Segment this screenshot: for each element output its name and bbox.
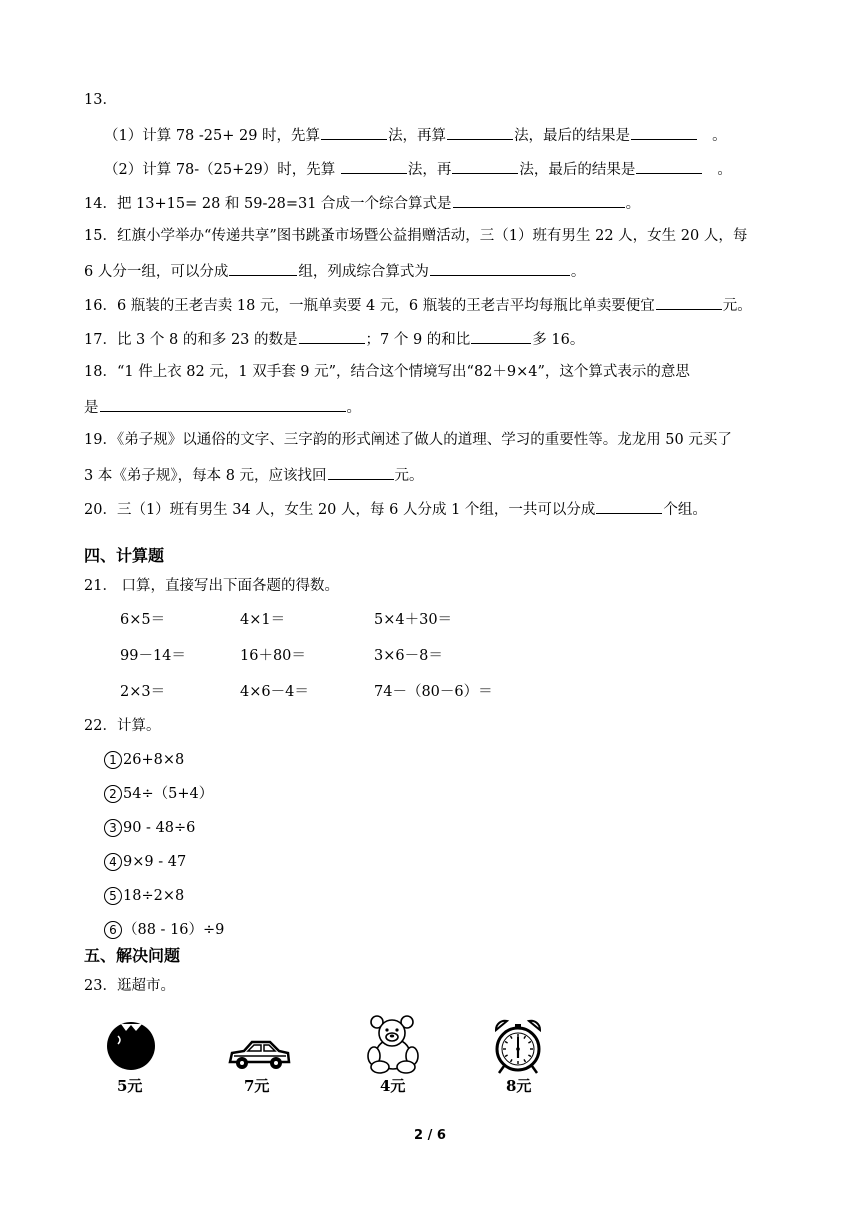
- answer-blank[interactable]: [452, 158, 518, 174]
- answer-blank[interactable]: [596, 498, 662, 514]
- answer-blank[interactable]: [631, 124, 697, 140]
- question-18-line-2: 是 。: [84, 396, 361, 418]
- question-17: 17．比 3 个 8 的和多 23 的数是 ；7 个 9 的和比 多 16。: [84, 328, 584, 350]
- mental-math-item: 99－14＝: [120, 648, 186, 664]
- question-13-number: 13．: [84, 92, 117, 108]
- mental-math-item: 2×3＝: [120, 684, 166, 700]
- page-number: 2 / 6: [414, 1128, 446, 1143]
- answer-blank[interactable]: [656, 294, 722, 310]
- question-13-part-1: （1）计算 78 -25+ 29 时，先算 法，再算 法，最后的结果是 。: [104, 124, 727, 146]
- circled-number: 6: [104, 921, 122, 939]
- question-15-line-2: 6 人分一组，可以分成 组，列成综合算式为 。: [84, 260, 585, 282]
- mental-math-item: 4×1＝: [240, 612, 286, 628]
- answer-blank[interactable]: [229, 260, 297, 276]
- question-23-stem: 23．逛超市。: [84, 978, 175, 994]
- section-4-title: 四、计算题: [84, 546, 165, 565]
- answer-blank[interactable]: [341, 158, 407, 174]
- answer-blank[interactable]: [100, 396, 346, 412]
- mental-math-item: 16＋80＝: [240, 648, 306, 664]
- calc-item: 2 54÷（5+4）: [104, 784, 213, 804]
- question-14: 14．把 13+15= 28 和 59-28=31 合成一个综合算式是 。: [84, 192, 640, 214]
- answer-blank[interactable]: [447, 124, 513, 140]
- circled-number: 1: [104, 751, 122, 769]
- question-22-stem: 22．计算。: [84, 718, 161, 734]
- alarm-clock-icon: [490, 1016, 546, 1076]
- answer-blank[interactable]: [430, 260, 570, 276]
- answer-blank[interactable]: [636, 158, 702, 174]
- mental-math-item: 74－（80－6）＝: [374, 684, 493, 700]
- calc-item: 5 18÷2×8: [104, 886, 184, 906]
- calc-item: 3 90 ‐ 48÷6: [104, 818, 195, 838]
- price-label: 7元: [244, 1077, 270, 1095]
- calc-item: 4 9×9 ‐ 47: [104, 852, 186, 872]
- section-5-title: 五、解决问题: [84, 946, 181, 965]
- question-13-part-2: （2）计算 78-（25+29）时，先算 法，再 法，最后的结果是 。: [104, 158, 732, 180]
- price-label: 4元: [380, 1077, 406, 1095]
- question-21-stem: 21． 口算，直接写出下面各题的得数。: [84, 578, 340, 594]
- question-18-line-1: 18．“1 件上衣 82 元，1 双手套 9 元”，结合这个情境写出“82＋9×4”，这个算式表示的意思: [84, 364, 690, 380]
- mental-math-item: 3×6－8＝: [374, 648, 443, 664]
- circled-number: 2: [104, 785, 122, 803]
- price-label: 5元: [117, 1077, 143, 1095]
- circled-number: 5: [104, 887, 122, 905]
- mental-math-item: 4×6－4＝: [240, 684, 309, 700]
- circled-number: 4: [104, 853, 122, 871]
- mental-math-item: 5×4＋30＝: [374, 612, 453, 628]
- answer-blank[interactable]: [453, 192, 625, 208]
- calc-item: 6 （88 ‐ 16）÷9: [104, 920, 224, 940]
- ball-icon: [104, 1018, 158, 1072]
- question-19-line-1: 19．《弟子规》以通俗的文字、三字韵的形式阐述了做人的道理、学习的重要性等。龙龙用 50 元买了: [84, 432, 732, 448]
- question-20: 20．三（1）班有男生 34 人，女生 20 人，每 6 人分成 1 个组，一共可以分成 个组。: [84, 498, 707, 520]
- question-19-line-2: 3 本《弟子规》，每本 8 元，应该找回 元。: [84, 464, 424, 486]
- toy-car-icon: [226, 1036, 292, 1072]
- question-15-line-1: 15．红旗小学举办“传递共享”图书跳蚤市场暨公益捐赠活动，三（1）班有男生 22 人，女生 20 人，每: [84, 228, 748, 244]
- answer-blank[interactable]: [471, 328, 531, 344]
- circled-number: 3: [104, 819, 122, 837]
- teddy-bear-icon: [362, 1014, 424, 1074]
- mental-math-item: 6×5＝: [120, 612, 166, 628]
- answer-blank[interactable]: [328, 464, 394, 480]
- question-16: 16．6 瓶装的王老吉卖 18 元，一瓶单卖要 4 元，6 瓶装的王老吉平均每瓶比单卖要便宜 元。: [84, 294, 752, 316]
- price-label: 8元: [506, 1077, 532, 1095]
- calc-item: 1 26+8×8: [104, 750, 184, 770]
- answer-blank[interactable]: [321, 124, 387, 140]
- answer-blank[interactable]: [299, 328, 365, 344]
